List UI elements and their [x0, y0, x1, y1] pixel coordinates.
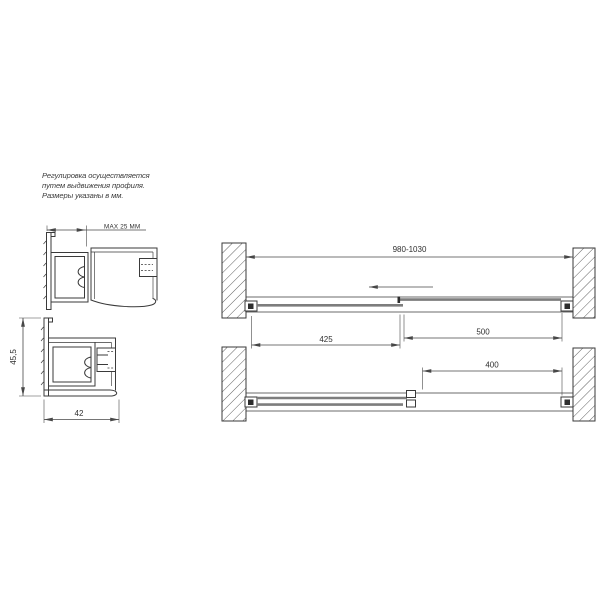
profile-height-label: 45,5: [9, 349, 18, 365]
sliding-panel-edge-handle: [398, 297, 401, 304]
max-extension-dimension: [47, 224, 146, 247]
spring-clip: [78, 267, 84, 288]
spring-clip: [85, 357, 91, 378]
note-line-1: Регулировка осуществляется: [42, 171, 150, 180]
height-dimension: [9, 318, 41, 396]
flange-serration-marks: [41, 327, 44, 385]
wall-profile-left-detail: [248, 400, 254, 406]
profile-width-label: 42: [74, 409, 84, 418]
note-line-3: Размеры указаны в мм.: [42, 191, 124, 200]
extendable-profile-outer: [91, 248, 157, 300]
fixed-panel-dimension: [252, 315, 401, 349]
wall-flange: [44, 318, 49, 396]
door-panel-dimension: [404, 313, 562, 342]
extendable-profile-hook: [140, 259, 158, 277]
door-handle-top: [407, 391, 416, 398]
wall-right-hatched: [573, 248, 595, 318]
overall-width-label: 980-1030: [392, 245, 427, 254]
plan-view-door-closed: [222, 243, 595, 349]
overall-width-dimension: [246, 245, 573, 257]
door-panel-label: 500: [476, 327, 490, 337]
bottom-lip-curve: [91, 299, 156, 307]
width-dimension: [44, 400, 119, 424]
hook-arms: [97, 355, 108, 365]
door-handle: [407, 391, 416, 408]
fixed-panel-label: 425: [319, 335, 333, 344]
wall-profile-right-detail: [565, 400, 571, 406]
flange-top-lip: [51, 233, 55, 237]
opening-width-label: 400: [485, 360, 499, 370]
bottom-profile-cross-section: [9, 318, 119, 423]
wall-right-hatched: [573, 348, 595, 421]
grip-teeth: [108, 352, 115, 369]
top-profile-cross-section: [44, 224, 158, 310]
wall-left-hatched: [222, 243, 246, 318]
instruction-note: [42, 171, 150, 200]
wall-profile-right-detail: [565, 304, 571, 310]
max-extension-label: MAX 25 MM: [104, 223, 141, 231]
flange-top-lip: [49, 318, 53, 322]
door-handle-bottom: [407, 400, 416, 407]
wall-flange: [47, 233, 52, 310]
note-line-2: путем выдвижения профиля.: [42, 181, 145, 190]
plan-view-door-open: [222, 347, 595, 421]
extendable-profile-inner-lines: [91, 252, 153, 299]
bottom-flange: [44, 390, 117, 396]
grip-teeth: [141, 265, 153, 271]
wall-left-hatched: [222, 347, 246, 421]
fixed-channel-inner: [55, 257, 85, 299]
flange-serration-marks: [44, 241, 47, 299]
opening-width-dimension: [423, 361, 563, 396]
wall-profile-left-detail: [248, 304, 254, 310]
